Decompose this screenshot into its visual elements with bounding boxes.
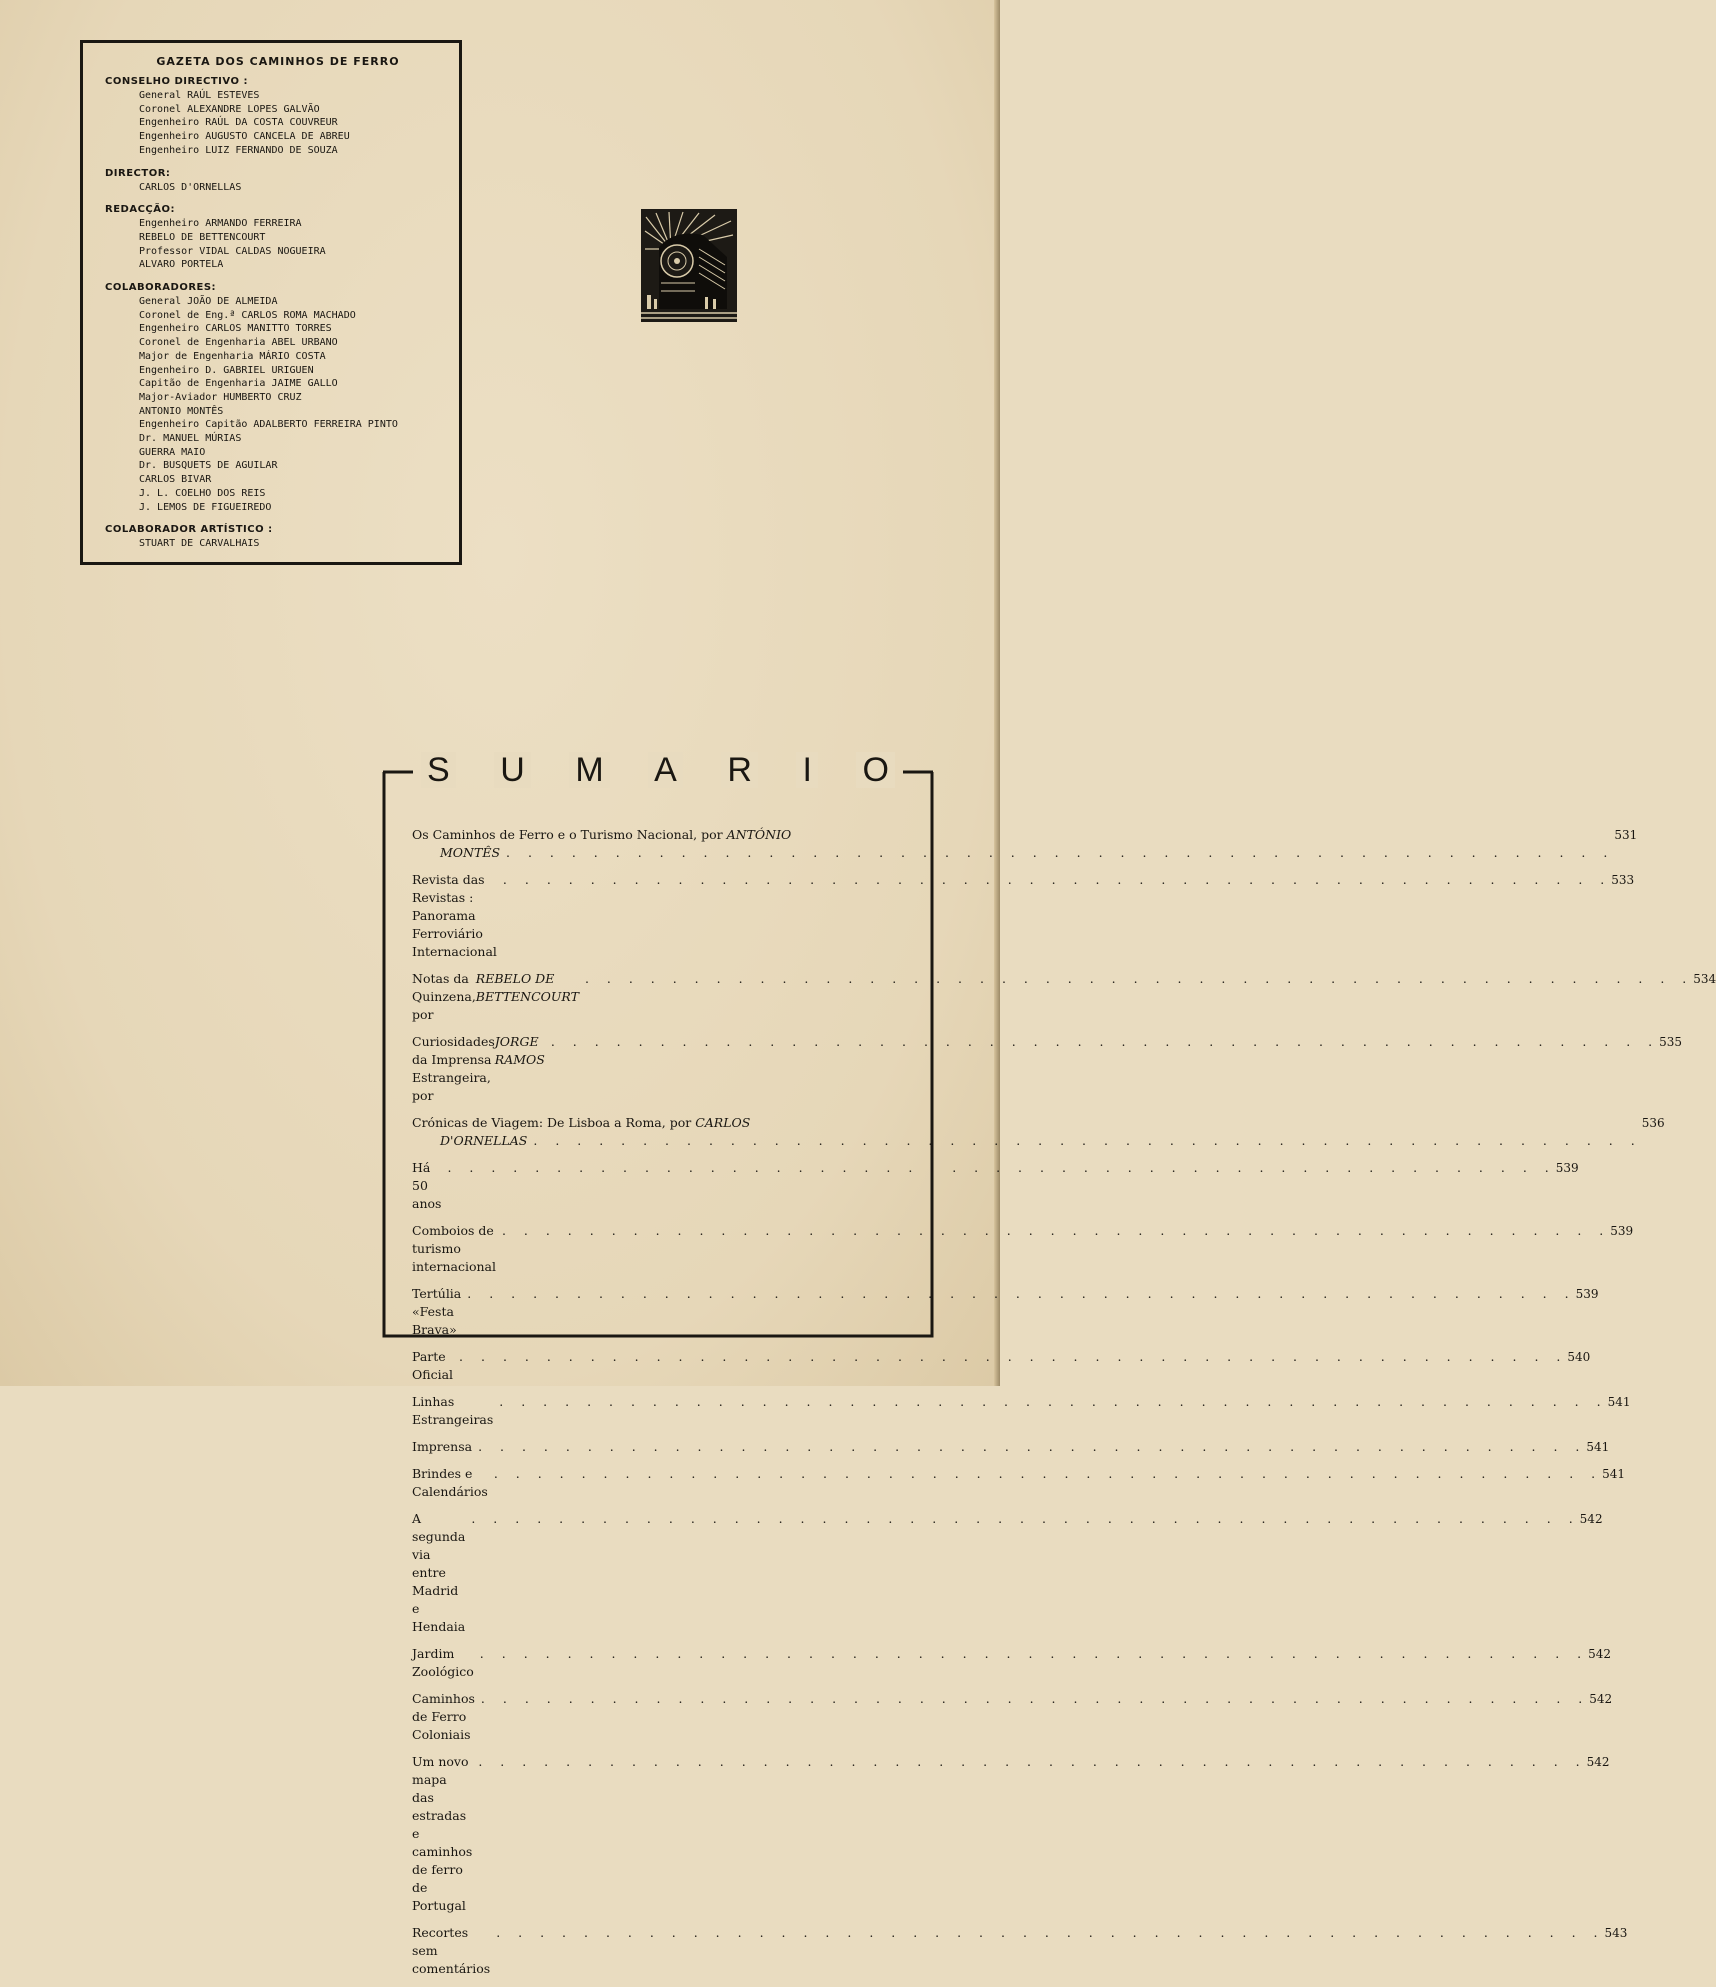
leader-dots: . . . . . . . . . . . . . . . . . . . . . . . . . . . . . . . . . . . . . . . . . . . . . . . . . . . <box>479 1646 1589 1661</box>
toc-title: Recortes sem comentários <box>412 1925 491 1976</box>
toc-page-number: 540 <box>1567 1350 1591 1364</box>
toc-page-number: 539 <box>1575 1287 1599 1301</box>
toc-title: Curiosidades da Imprensa Estrangeira, por <box>412 1034 495 1103</box>
toc-title: Linhas Estrangeiras <box>412 1394 494 1427</box>
leader-dots: . . . . . . . . . . . . . . . . . . . . . . . . . . . . . . . . . . . . . . . . . . . . . . . . . . . <box>506 845 1615 860</box>
toc-page-number: 542 <box>1589 1692 1613 1706</box>
toc-entry-text <box>412 1114 1642 1150</box>
staff-member: Engenheiro Capitão ADALBERTO FERREIRA PINTO <box>139 419 398 431</box>
toc-entry-text <box>412 1222 1610 1276</box>
staff-member: General RAÚL ESTEVES <box>139 90 260 101</box>
staff-member: ANTONIO MONTÊS <box>139 405 224 417</box>
toc-author: CARLOS <box>695 1115 751 1130</box>
toc-page-number: 533 <box>1611 873 1635 887</box>
toc-entry <box>412 970 1716 1024</box>
toc-entry-text <box>412 1393 1608 1429</box>
toc-entry <box>412 1438 1610 1456</box>
editorial-staff-box <box>80 40 462 565</box>
staff-member: Engenheiro D. GABRIEL URIGUEN <box>139 364 314 376</box>
staff-section <box>107 204 449 272</box>
toc-title: Revista das Revistas : Panorama Ferroviário Internacional <box>412 872 497 959</box>
toc-entry <box>412 1033 1683 1105</box>
toc-entry <box>412 1510 1603 1636</box>
staff-section <box>107 168 449 195</box>
toc-entry-text <box>412 1285 1576 1339</box>
summary-title-letter: M <box>569 752 609 788</box>
toc-entry-text <box>412 1348 1567 1384</box>
toc-entry-text <box>412 1645 1588 1681</box>
summary-box <box>383 751 1716 1976</box>
staff-sections <box>107 76 449 551</box>
summary-title <box>383 752 933 788</box>
leader-dots: . . . . . . . . . . . . . . . . . . . . . . . . . . . . . . . . . . . . . . . . . . . . . . . . . . . <box>496 1925 1605 1940</box>
staff-member: Major-Aviador HUMBERTO CRUZ <box>139 391 302 403</box>
toc-entry-text <box>412 1753 1587 1915</box>
summary-title-letter: U <box>494 752 531 788</box>
toc-entry <box>412 1393 1631 1429</box>
toc-title: Comboios de turismo internacional <box>412 1223 496 1274</box>
toc-page-number: 534 <box>1693 972 1716 986</box>
locomotive-engraving-icon <box>641 209 737 322</box>
toc-entry-text <box>412 1510 1580 1636</box>
toc-entry <box>412 1465 1626 1501</box>
toc-entry-text <box>412 970 1693 1024</box>
toc-entry <box>412 1114 1665 1150</box>
toc-title: Imprensa <box>412 1439 473 1454</box>
toc-title: Crónicas de Viagem: De Lisboa a Roma, por <box>412 1115 696 1130</box>
staff-member: Engenheiro LUIZ FERNANDO DE SOUZA <box>139 144 338 156</box>
summary-title-letter: O <box>856 752 894 788</box>
toc-page-number: 541 <box>1586 1440 1610 1454</box>
staff-member: Professor VIDAL CALDAS NOGUEIRA <box>139 245 326 257</box>
toc-entry <box>412 1753 1610 1915</box>
summary-title-letter: A <box>648 752 683 788</box>
toc-page-number: 531 <box>1614 828 1638 842</box>
toc-entry <box>412 1924 1628 1978</box>
toc-author: MONTÊS <box>440 845 501 860</box>
toc-page-number: 539 <box>1555 1161 1579 1175</box>
toc-author: JORGE RAMOS <box>494 1034 545 1067</box>
toc-page-number: 543 <box>1604 1926 1628 1940</box>
leader-dots: . . . . . . . . . . . . . . . . . . . . . . . . . . . . . . . . . . . . . . . . . . . . . . . . . . . <box>467 1286 1576 1301</box>
staff-member: CARLOS BIVAR <box>139 474 212 486</box>
toc-title: Os Caminhos de Ferro e o Turismo Nacional, por <box>412 827 727 842</box>
staff-member: J. LEMOS DE FIGUEIREDO <box>139 501 272 513</box>
toc-author: D'ORNELLAS <box>440 1133 528 1148</box>
staff-member: General JOÃO DE ALMEIDA <box>139 296 278 308</box>
staff-member: J. L. COELHO DOS REIS <box>139 487 266 499</box>
staff-section <box>107 282 449 514</box>
toc-page-number: 541 <box>1602 1467 1626 1481</box>
toc-author: REBELO DE BETTENCOURT <box>475 971 579 1004</box>
staff-member: Engenheiro AUGUSTO CANCELA DE ABREU <box>139 131 350 143</box>
toc-title: Um novo mapa das estradas e caminhos de ferro de Portugal <box>412 1754 473 1913</box>
toc-title: Notas da Quinzena, por <box>412 971 476 1022</box>
staff-section <box>107 524 449 551</box>
section-heading: CONSELHO DIRECTIVO : <box>105 76 248 87</box>
toc-entry <box>412 871 1635 961</box>
staff-member: Dr. MANUEL MÚRIAS <box>139 433 242 445</box>
leader-dots: . . . . . . . . . . . . . . . . . . . . . . . . . . . . . . . . . . . . . . . . . . . . . . . . . . . <box>502 872 1612 887</box>
leader-dots: . . . . . . . . . . . . . . . . . . . . . . . . . . . . . . . . . . . . . . . . . . . . . . . . . . . <box>501 1223 1611 1238</box>
toc-page-number: 542 <box>1586 1755 1610 1769</box>
leader-dots: . . . . . . . . . . . . . . . . . . . . . . . . . . . . . . . . . . . . . . . . . . . . . . . . . . . <box>533 1133 1642 1148</box>
toc-entry <box>412 1645 1612 1681</box>
toc-entry-text <box>412 871 1611 961</box>
staff-member: STUART DE CARVALHAIS <box>139 538 260 550</box>
toc-entry <box>412 1690 1613 1744</box>
table-of-contents <box>412 826 1716 1987</box>
staff-member: Major de Engenharia MÁRIO COSTA <box>139 350 326 362</box>
staff-member: Engenheiro ARMANDO FERREIRA <box>139 218 302 230</box>
section-heading: DIRECTOR: <box>105 167 171 179</box>
toc-page-number: 541 <box>1607 1395 1631 1409</box>
staff-member: Coronel de Eng.ª CARLOS ROMA MACHADO <box>139 309 356 321</box>
toc-author: ANTÓNIO <box>726 827 792 842</box>
leader-dots: . . . . . . . . . . . . . . . . . . . . . . . . . . . . . . . . . . . . . . . . . . . . . . . . . . . <box>478 1439 1587 1454</box>
toc-entry-text <box>412 1438 1586 1456</box>
leader-dots: . . . . . . . . . . . . . . . . . . . . . . . . . . . . . . . . . . . . . . . . . . . . . . . . . . . <box>447 1160 1556 1175</box>
toc-title: A segunda via entre Madrid e Hendaia <box>412 1511 466 1634</box>
section-heading: COLABORADORES: <box>105 282 217 294</box>
toc-entry-text <box>412 826 1614 862</box>
toc-page-number: 542 <box>1579 1512 1603 1526</box>
toc-entry-text <box>412 1690 1589 1744</box>
staff-member: ALVARO PORTELA <box>139 259 224 271</box>
leader-dots: . . . . . . . . . . . . . . . . . . . . . . . . . . . . . . . . . . . . . . . . . . . . . . . . . . . <box>550 1034 1660 1049</box>
toc-title: Jardim Zoológico <box>412 1646 474 1679</box>
staff-member: REBELO DE BETTENCOURT <box>139 231 266 243</box>
toc-entry <box>412 1222 1634 1276</box>
section-heading: REDACÇÃO: <box>105 204 175 216</box>
toc-title: Brindes e Calendários <box>412 1466 488 1499</box>
staff-member: CARLOS D'ORNELLAS <box>139 181 242 193</box>
toc-title: Há 50 anos <box>412 1160 442 1211</box>
toc-entry-text <box>412 1159 1556 1213</box>
staff-member: Dr. BUSQUETS DE AGUILAR <box>139 460 278 472</box>
toc-entry <box>412 1159 1579 1213</box>
staff-title: GAZETA DOS CAMINHOS DE FERRO <box>156 55 400 68</box>
staff-member: Engenheiro RAÚL DA COSTA COUVREUR <box>139 117 338 129</box>
staff-section <box>107 76 449 158</box>
toc-entry-text <box>412 1033 1659 1105</box>
leader-dots: . . . . . . . . . . . . . . . . . . . . . . . . . . . . . . . . . . . . . . . . . . . . . . . . . . . <box>584 971 1694 986</box>
toc-entry-text <box>412 1465 1602 1501</box>
toc-entry-text <box>412 1924 1605 1978</box>
summary-title-letter: S <box>421 752 456 788</box>
staff-member: GUERRA MAIO <box>139 446 206 458</box>
toc-entry <box>412 1348 1591 1384</box>
toc-title: Parte Oficial <box>412 1349 454 1382</box>
summary-title-letter: R <box>721 752 758 788</box>
staff-member: Engenheiro CARLOS MANITTO TORRES <box>139 323 332 335</box>
leader-dots: . . . . . . . . . . . . . . . . . . . . . . . . . . . . . . . . . . . . . . . . . . . . . . . . . . . <box>480 1691 1590 1706</box>
toc-page-number: 539 <box>1610 1224 1634 1238</box>
leader-dots: . . . . . . . . . . . . . . . . . . . . . . . . . . . . . . . . . . . . . . . . . . . . . . . . . . . <box>493 1466 1603 1481</box>
summary-title-letter: I <box>796 752 817 788</box>
toc-page-number: 535 <box>1659 1035 1683 1049</box>
section-heading: COLABORADOR ARTÍSTICO : <box>105 524 273 536</box>
toc-title: Caminhos de Ferro Coloniais <box>412 1691 475 1742</box>
leader-dots: . . . . . . . . . . . . . . . . . . . . . . . . . . . . . . . . . . . . . . . . . . . . . . . . . . . <box>471 1511 1580 1526</box>
leader-dots: . . . . . . . . . . . . . . . . . . . . . . . . . . . . . . . . . . . . . . . . . . . . . . . . . . . <box>459 1349 1568 1364</box>
toc-entry <box>412 1285 1599 1339</box>
staff-member: Coronel ALEXANDRE LOPES GALVÃO <box>139 103 320 115</box>
leader-dots: . . . . . . . . . . . . . . . . . . . . . . . . . . . . . . . . . . . . . . . . . . . . . . . . . . . <box>478 1754 1587 1769</box>
leader-dots: . . . . . . . . . . . . . . . . . . . . . . . . . . . . . . . . . . . . . . . . . . . . . . . . . . . <box>499 1394 1608 1409</box>
toc-title: Tertúlia «Festa Brava» <box>412 1286 462 1337</box>
staff-member: Capitão de Engenharia JAIME GALLO <box>139 378 338 390</box>
toc-page-number: 542 <box>1588 1647 1612 1661</box>
staff-member: Coronel de Engenharia ABEL URBANO <box>139 337 338 349</box>
toc-entry <box>412 826 1638 862</box>
toc-page-number: 536 <box>1641 1116 1665 1130</box>
